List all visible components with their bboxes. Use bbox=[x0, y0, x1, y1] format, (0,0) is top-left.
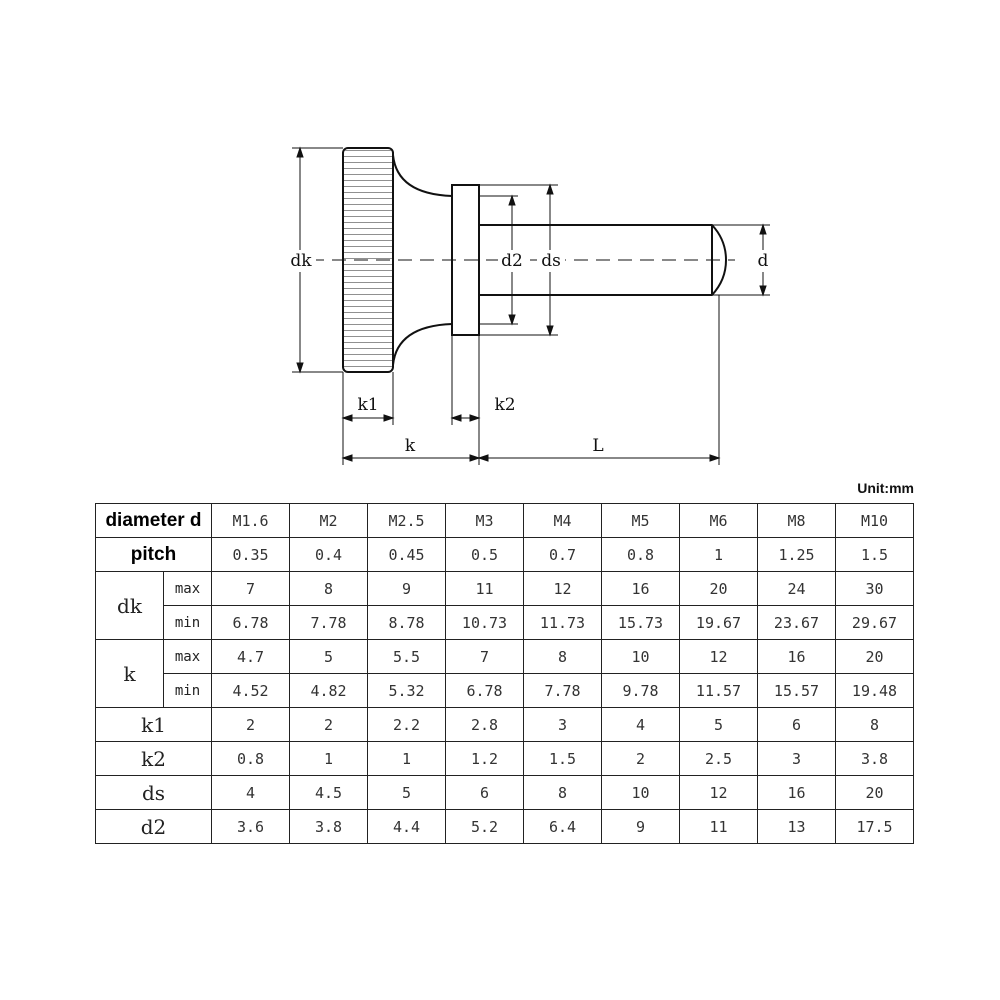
table-cell: 5 bbox=[680, 708, 758, 742]
table-cell: 0.7 bbox=[524, 538, 602, 572]
table-cell: 20 bbox=[836, 640, 914, 674]
table-cell: 0.5 bbox=[446, 538, 524, 572]
table-cell: 2 bbox=[290, 708, 368, 742]
table-cell: 12 bbox=[680, 640, 758, 674]
row-label-k2: k2 bbox=[96, 742, 212, 776]
table-cell: 8 bbox=[524, 776, 602, 810]
table-cell: 2 bbox=[212, 708, 290, 742]
table-cell: 8 bbox=[836, 708, 914, 742]
table-cell: 1.5 bbox=[524, 742, 602, 776]
table-cell: 0.4 bbox=[290, 538, 368, 572]
label-dk: dk bbox=[290, 251, 312, 271]
table-cell: 12 bbox=[680, 776, 758, 810]
sub-label-k-max: max bbox=[164, 640, 212, 674]
table-cell: 6.78 bbox=[212, 606, 290, 640]
table-cell: 5.2 bbox=[446, 810, 524, 844]
table-cell: 4 bbox=[212, 776, 290, 810]
table-cell: 20 bbox=[836, 776, 914, 810]
table-cell: 10 bbox=[602, 640, 680, 674]
table-cell: 8 bbox=[524, 640, 602, 674]
table-cell: 4.7 bbox=[212, 640, 290, 674]
row-d2 bbox=[96, 810, 914, 844]
table-cell: 1 bbox=[368, 742, 446, 776]
table-cell: 6 bbox=[758, 708, 836, 742]
table-cell: 3.8 bbox=[290, 810, 368, 844]
table-cell: 15.57 bbox=[758, 674, 836, 708]
table-cell: 9 bbox=[368, 572, 446, 606]
table-cell: M10 bbox=[836, 504, 914, 538]
table-cell: 1 bbox=[680, 538, 758, 572]
table-cell: 23.67 bbox=[758, 606, 836, 640]
row-k2 bbox=[96, 742, 914, 776]
table-cell: 16 bbox=[602, 572, 680, 606]
row-k-min bbox=[96, 674, 914, 708]
table-cell: 5.32 bbox=[368, 674, 446, 708]
table-cell: 24 bbox=[758, 572, 836, 606]
label-k1: k1 bbox=[357, 395, 379, 415]
table-cell: 2.5 bbox=[680, 742, 758, 776]
label-k2: k2 bbox=[494, 395, 516, 415]
row-diameter bbox=[96, 504, 914, 538]
table-cell: M3 bbox=[446, 504, 524, 538]
table-cell: 0.8 bbox=[602, 538, 680, 572]
specification-table bbox=[95, 503, 914, 844]
table-cell: 6.4 bbox=[524, 810, 602, 844]
table-cell: 4.52 bbox=[212, 674, 290, 708]
unit-label: Unit:mm bbox=[857, 480, 914, 496]
row-label-ds: ds bbox=[96, 776, 212, 810]
table-cell: 11 bbox=[446, 572, 524, 606]
table-cell: 4.5 bbox=[290, 776, 368, 810]
table-cell: 3 bbox=[758, 742, 836, 776]
table-cell: 0.45 bbox=[368, 538, 446, 572]
table-cell: 11.73 bbox=[524, 606, 602, 640]
table-cell: 19.67 bbox=[680, 606, 758, 640]
label-L: L bbox=[592, 436, 604, 456]
table-cell: 1.25 bbox=[758, 538, 836, 572]
table-cell: 12 bbox=[524, 572, 602, 606]
row-label-dk: dk bbox=[96, 572, 164, 640]
table-cell: 9.78 bbox=[602, 674, 680, 708]
table-cell: 1.5 bbox=[836, 538, 914, 572]
table-cell: 3.8 bbox=[836, 742, 914, 776]
table-cell: 6.78 bbox=[446, 674, 524, 708]
table-cell: 29.67 bbox=[836, 606, 914, 640]
table-cell: M5 bbox=[602, 504, 680, 538]
table-cell: M1.6 bbox=[212, 504, 290, 538]
sub-label-dk-max: max bbox=[164, 572, 212, 606]
label-d2: d2 bbox=[501, 251, 523, 271]
table-cell: 0.35 bbox=[212, 538, 290, 572]
table-cell: 1 bbox=[290, 742, 368, 776]
table-cell: 1.2 bbox=[446, 742, 524, 776]
table-cell: 30 bbox=[836, 572, 914, 606]
row-label-k: k bbox=[96, 640, 164, 708]
table-cell: 8 bbox=[290, 572, 368, 606]
label-d: d bbox=[757, 251, 769, 271]
table-cell: 0.8 bbox=[212, 742, 290, 776]
table-cell: 3 bbox=[524, 708, 602, 742]
table-cell: 17.5 bbox=[836, 810, 914, 844]
row-label-d2: d2 bbox=[96, 810, 212, 844]
sub-label-dk-min: min bbox=[164, 606, 212, 640]
table-cell: 4.4 bbox=[368, 810, 446, 844]
label-k: k bbox=[404, 436, 416, 456]
table-cell: 7 bbox=[446, 640, 524, 674]
table-cell: 2 bbox=[602, 742, 680, 776]
label-ds: ds bbox=[541, 251, 561, 271]
header-diameter-label: diameter d bbox=[96, 504, 212, 538]
table-cell: 20 bbox=[680, 572, 758, 606]
table-cell: 19.48 bbox=[836, 674, 914, 708]
table-cell: 11.57 bbox=[680, 674, 758, 708]
table-cell: 7.78 bbox=[524, 674, 602, 708]
table-cell: 7.78 bbox=[290, 606, 368, 640]
table-cell: M4 bbox=[524, 504, 602, 538]
table-cell: 6 bbox=[446, 776, 524, 810]
table-cell: M2.5 bbox=[368, 504, 446, 538]
table-cell: 3.6 bbox=[212, 810, 290, 844]
table-cell: 10 bbox=[602, 776, 680, 810]
table-cell: M2 bbox=[290, 504, 368, 538]
row-ds bbox=[96, 776, 914, 810]
table-cell: 9 bbox=[602, 810, 680, 844]
table-cell: 4 bbox=[602, 708, 680, 742]
table-cell: 15.73 bbox=[602, 606, 680, 640]
table-cell: 2.2 bbox=[368, 708, 446, 742]
table-cell: 5.5 bbox=[368, 640, 446, 674]
table-cell: 11 bbox=[680, 810, 758, 844]
row-dk-max bbox=[96, 572, 914, 606]
sub-label-k-min: min bbox=[164, 674, 212, 708]
table-cell: 5 bbox=[290, 640, 368, 674]
table-cell: 16 bbox=[758, 776, 836, 810]
row-pitch bbox=[96, 538, 914, 572]
table-cell: M8 bbox=[758, 504, 836, 538]
table-cell: 10.73 bbox=[446, 606, 524, 640]
table-cell: 5 bbox=[368, 776, 446, 810]
table-cell: 8.78 bbox=[368, 606, 446, 640]
table-cell: 2.8 bbox=[446, 708, 524, 742]
row-dk-min bbox=[96, 606, 914, 640]
table-cell: 16 bbox=[758, 640, 836, 674]
row-label-k1: k1 bbox=[96, 708, 212, 742]
thumb-screw-drawing bbox=[0, 0, 1000, 480]
row-k-max bbox=[96, 640, 914, 674]
row-label-pitch: pitch bbox=[96, 538, 212, 572]
table-cell: M6 bbox=[680, 504, 758, 538]
table-cell: 4.82 bbox=[290, 674, 368, 708]
table-cell: 7 bbox=[212, 572, 290, 606]
table-cell: 13 bbox=[758, 810, 836, 844]
row-k1 bbox=[96, 708, 914, 742]
